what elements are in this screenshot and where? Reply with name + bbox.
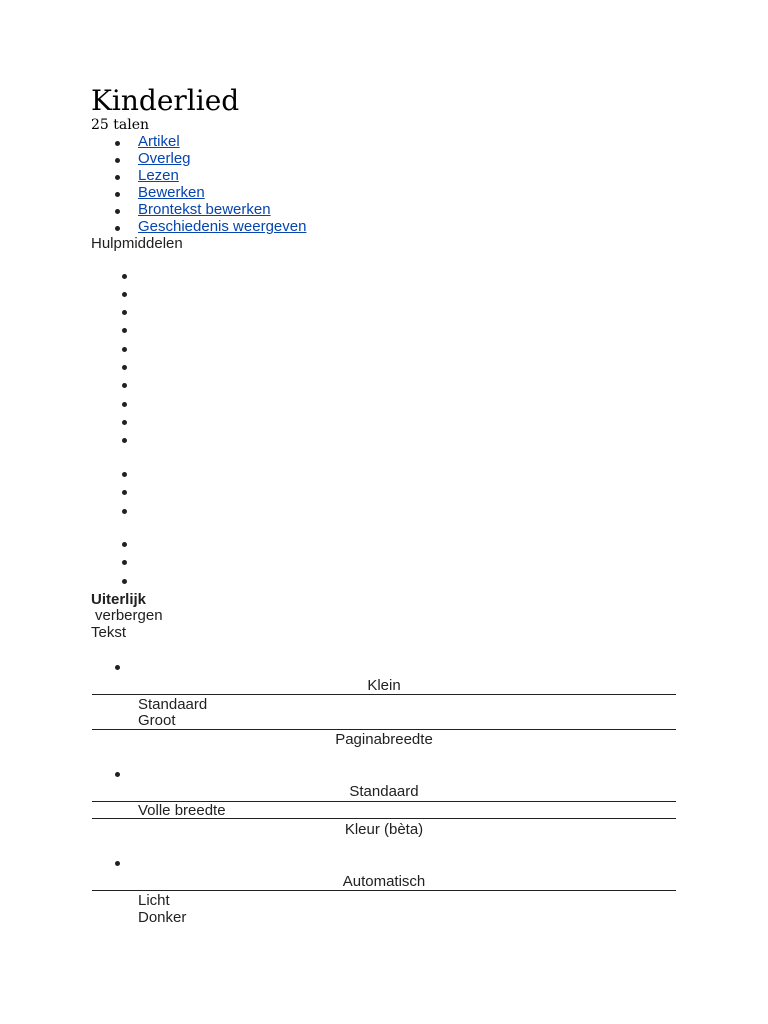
list-bullet (115, 158, 120, 163)
tools-item[interactable] (122, 310, 127, 315)
appearance-hide-button[interactable]: verbergen (95, 607, 163, 624)
list-bullet (115, 772, 120, 777)
text-size-heading: Tekst (91, 624, 127, 641)
page-width-option-standard[interactable]: Standaard (349, 783, 419, 800)
tab-overleg[interactable]: Overleg (138, 150, 191, 167)
tab-lezen[interactable]: Lezen (138, 167, 179, 184)
tools-item[interactable] (122, 402, 127, 407)
color-option-automatic[interactable]: Automatisch (342, 873, 426, 890)
page-width-option-full[interactable]: Volle breedte (138, 802, 226, 819)
list-bullet (115, 861, 120, 866)
color-heading: Kleur (bèta) (344, 821, 424, 838)
list-bullet (115, 209, 120, 214)
tab-bewerken[interactable]: Bewerken (138, 184, 205, 201)
divider (92, 694, 676, 695)
tools-item[interactable] (122, 579, 127, 584)
tools-item[interactable] (122, 420, 127, 425)
tools-item[interactable] (122, 509, 127, 514)
tab-brontekst-bewerken[interactable]: Brontekst bewerken (138, 201, 271, 218)
tools-item[interactable] (122, 365, 127, 370)
tab-artikel[interactable]: Artikel (138, 133, 180, 150)
tools-item[interactable] (122, 472, 127, 477)
list-bullet (115, 175, 120, 180)
appearance-heading: Uiterlijk (91, 591, 147, 608)
list-bullet (115, 192, 120, 197)
text-size-option-standard[interactable]: Standaard (138, 696, 208, 713)
tools-item[interactable] (122, 383, 127, 388)
tools-item[interactable] (122, 347, 127, 352)
list-bullet (115, 141, 120, 146)
color-option-light[interactable]: Licht (138, 892, 170, 909)
page-title: Kinderlied (91, 84, 240, 117)
page-width-heading: Paginabreedte (335, 731, 433, 748)
tools-item[interactable] (122, 292, 127, 297)
text-size-option-large[interactable]: Groot (138, 712, 176, 729)
tools-item[interactable] (122, 328, 127, 333)
divider (92, 818, 676, 819)
color-option-dark[interactable]: Donker (138, 909, 187, 926)
divider (92, 729, 676, 730)
tools-item[interactable] (122, 438, 127, 443)
tools-heading: Hulpmiddelen (91, 235, 183, 252)
divider (92, 890, 676, 891)
language-count-button[interactable]: 25 talen (91, 117, 150, 133)
list-bullet (115, 665, 120, 670)
tools-item[interactable] (122, 490, 127, 495)
tab-geschiedenis-weergeven[interactable]: Geschiedenis weergeven (138, 218, 307, 235)
tools-item[interactable] (122, 542, 127, 547)
tools-item[interactable] (122, 560, 127, 565)
tools-item[interactable] (122, 274, 127, 279)
list-bullet (115, 226, 120, 231)
text-size-option-small[interactable]: Klein (367, 677, 401, 694)
